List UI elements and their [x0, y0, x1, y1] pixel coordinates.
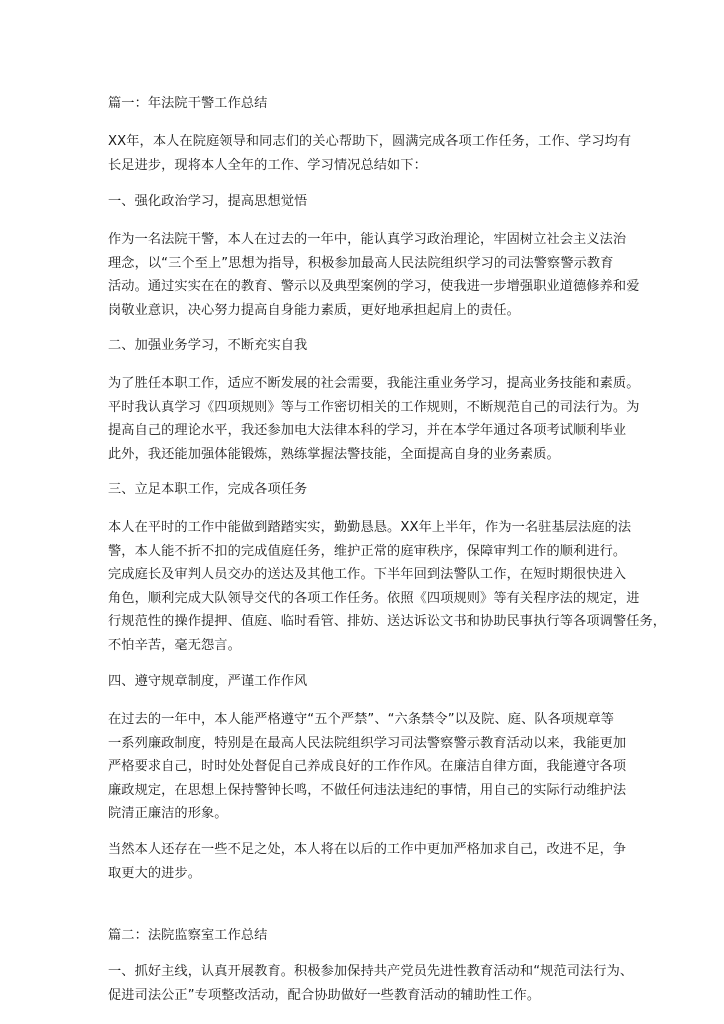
text-line: 完成庭长及审判人员交办的送达及其他工作。下半年回到法警队工作，在短时期很快进入 [108, 567, 627, 582]
paragraph-discipline [108, 708, 626, 826]
text-line: 不怕辛苦，毫无怨言。 [108, 637, 241, 653]
text-line: 一、抓好主线，认真开展教育。积极参加保持共产党员先进性教育活动和“规范司法行为、 [108, 964, 634, 979]
text-line: 岗敬业意识，决心努力提高自身能力素质，更好地承担起肩上的责任。 [108, 302, 520, 318]
heading-duty-work [108, 478, 307, 502]
text-line: 平时我认真学习《四项规则》等与工作密切相关的工作规则，不断规范自己的司法行为。为 [108, 399, 640, 415]
text-line: 取更大的进步。 [108, 865, 202, 881]
paragraph-political-study [108, 228, 640, 322]
text-line: 理念，以“三个至上”思想为指导，积极参加最高人民法院组织学习的司法警察警示教育 [108, 255, 614, 271]
text-line: 廉政规定，在思想上保持警钟长鸣，不做任何违法违纪的事情，用自己的实际行动维护法 [108, 782, 627, 798]
text-line: 四、遵守规章制度，严谨工作作风 [108, 674, 308, 689]
text-line: 本人在平时的工作中能做到踏踏实实，勤勤恳恳。XX年上半年，作为一名驻基层法庭的法 [108, 520, 632, 535]
text-line: 警，本人能不折不扣的完成值庭任务，维护正常的庭审秩序，保障审判工作的顺利进行。 [108, 543, 627, 559]
text-line: 作为一名法院干警，本人在过去的一年中，能认真学习政治理论，牢固树立社会主义法治 [108, 232, 627, 247]
text-line: 院清正廉洁的形象。 [108, 806, 228, 821]
paragraph-intro [108, 130, 631, 177]
section-title [108, 924, 267, 948]
section-title [108, 92, 267, 116]
text-line: 角色，顺利完成大队领导交代的各项工作任务。依照《四项规则》等有关程序法的规定，进 [108, 590, 640, 606]
text-line: 严格要求自己，时时处处督促自己养成良好的工作作风。在廉洁自律方面，我能遵守各项 [108, 759, 627, 774]
text-line: 在过去的一年中，本人能严格遵守“五个严禁”、“六条禁令”以及院、庭、队各项规章等 [108, 712, 615, 727]
text-line: 当然本人还存在一些不足之处，本人将在以后的工作中更加严格加求自己，改进不足，争 [108, 842, 627, 857]
text-line: 二、加强业务学习，不断充实自我 [108, 338, 308, 353]
text-line: 一系列廉政制度，特别是在最高人民法院组织学习司法警察警示教育活动以来，我能更加 [108, 735, 627, 751]
text-line: 长足进步，现将本人全年的工作、学习情况总结如下： [108, 157, 427, 173]
text-line: 此外，我还能加强体能锻炼，熟练掌握法警技能，全面提高自身的业务素质。 [108, 446, 560, 462]
text-line: 篇一：年法院干警工作总结 [108, 96, 268, 111]
text-line: 为了胜任本职工作，适应不断发展的社会需要，我能注重业务学习，提高业务技能和素质。 [108, 376, 640, 391]
heading-business-study [108, 334, 307, 358]
text-line: 篇二：法院监察室工作总结 [108, 928, 268, 943]
text-line: 活动。通过实实在在的教育、警示以及典型案例的学习，使我进一步增强职业道德修养和爱 [108, 279, 640, 294]
paragraph-duty-work [108, 516, 666, 657]
text-line: 行规范性的操作提押、值庭、临时看管、排妨、送达诉讼文书和协助民事执行等各项调警任务， [108, 614, 667, 629]
paragraph-business-study [108, 372, 640, 466]
text-line: 促进司法公正”专项整改活动，配合协助做好一些教育活动的辅助性工作。 [108, 987, 541, 1003]
text-line: XX年，本人在院庭领导和同志们的关心帮助下，圆满完成各项工作任务，工作、学习均有 [108, 134, 632, 149]
heading-discipline [108, 670, 307, 694]
text-line: 一、强化政治学习，提高思想觉悟 [108, 194, 308, 209]
text-line: 提高自己的理论水平，我还参加电大法律本科的学习，并在本学年通过各项考试顺利毕业 [108, 423, 627, 438]
paragraph-education [108, 960, 633, 1007]
text-line: 三、立足本职工作，完成各项任务 [108, 482, 308, 497]
heading-political-study [108, 190, 307, 214]
paragraph-conclusion [108, 838, 626, 885]
